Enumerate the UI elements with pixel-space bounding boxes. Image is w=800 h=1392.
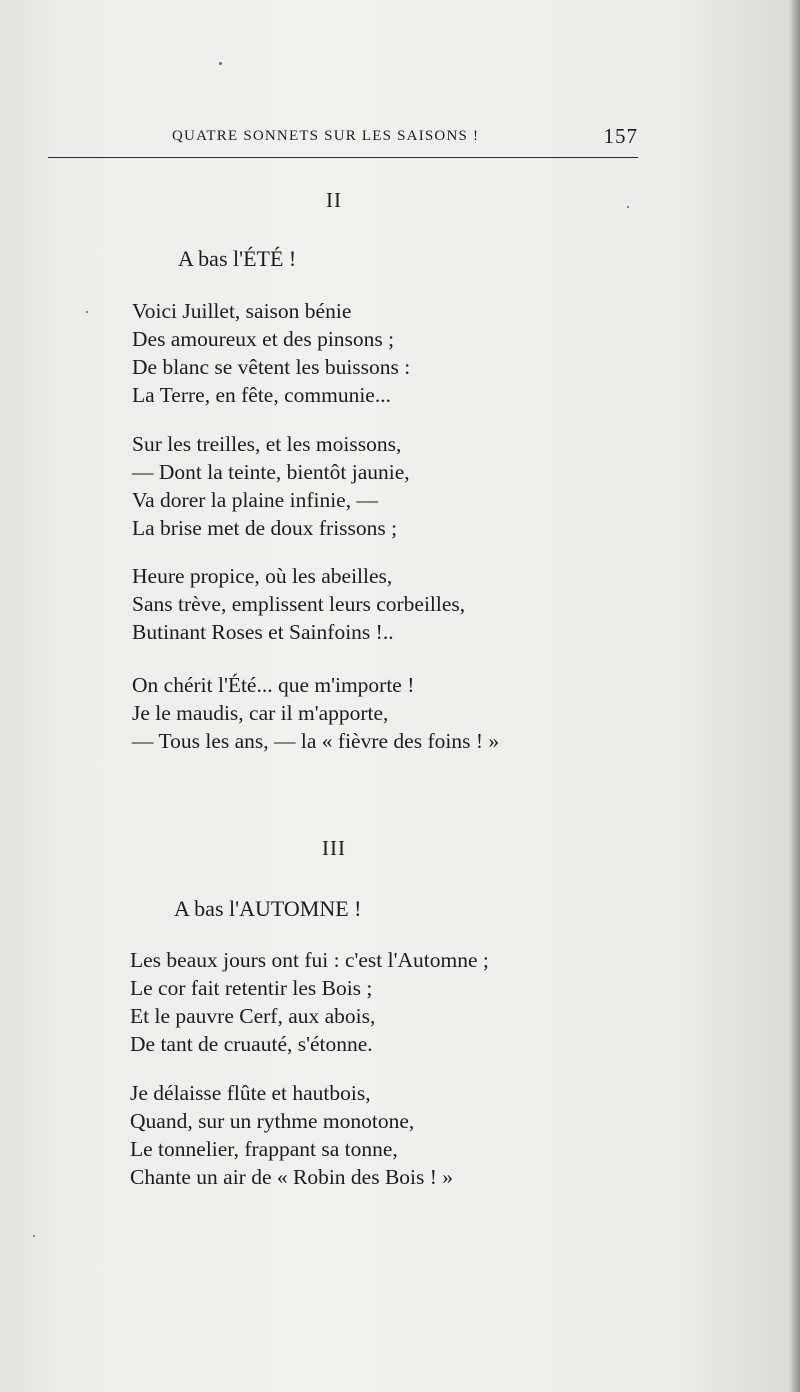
sonnet-3-stanza-2 (130, 1079, 453, 1191)
sonnet-3-stanza-1 (130, 946, 489, 1058)
verse-line: Je délaisse flûte et hautbois, (130, 1081, 371, 1105)
verse-line: — Tous les ans, — la « fièvre des foins ! » (132, 729, 500, 753)
verse-line: Heure propice, où les abeilles, (132, 564, 393, 588)
verse-line: Je le maudis, car il m'apporte, (132, 701, 389, 725)
header-rule (48, 157, 638, 158)
verse-line: — Dont la teinte, bientôt jaunie, (132, 460, 410, 484)
sonnet-2-stanza-4 (132, 671, 499, 755)
sonnet-2-stanza-2 (132, 430, 410, 542)
running-head (48, 124, 638, 158)
verse-line: Les beaux jours ont fui : c'est l'Automne ; (130, 948, 489, 972)
verse-line: De blanc se vêtent les buissons : (132, 355, 411, 379)
sonnet-3-title: A bas l'AUTOMNE ! (174, 896, 362, 921)
verse-line: Chante un air de « Robin des Bois ! » (130, 1165, 454, 1189)
sonnet-2-title: A bas l'ÉTÉ ! (178, 246, 297, 271)
verse-line: Le tonnelier, frappant sa tonne, (130, 1137, 398, 1161)
sonnet-2-stanza-1 (132, 297, 410, 409)
verse-line: Le cor fait retentir les Bois ; (130, 976, 373, 1000)
running-head-title: QUATRE SONNETS SUR LES SAISONS ! (172, 128, 480, 144)
verse-line: Sans trève, emplissent leurs corbeilles, (132, 592, 466, 616)
print-speck (33, 1235, 35, 1237)
verse-line: Des amoureux et des pinsons ; (132, 327, 395, 351)
verse-line: Va dorer la plaine infinie, — (132, 488, 378, 512)
verse-line: De tant de cruauté, s'étonne. (130, 1032, 373, 1056)
sonnet-2-stanza-3 (132, 562, 465, 646)
sonnet-3-numeral: III (322, 836, 346, 860)
page-edge (790, 0, 800, 1392)
verse-line: Voici Juillet, saison bénie (132, 299, 352, 323)
print-speck (219, 62, 222, 65)
verse-line: On chérit l'Été... que m'importe ! (132, 673, 415, 697)
verse-line: Butinant Roses et Sainfoins !.. (132, 620, 394, 644)
print-speck (86, 311, 88, 313)
print-speck (627, 206, 629, 208)
verse-line: Et le pauvre Cerf, aux abois, (130, 1004, 376, 1028)
verse-line: La Terre, en fête, communie... (132, 383, 391, 407)
verse-line: Quand, sur un rythme monotone, (130, 1109, 415, 1133)
page-number: 157 (603, 124, 638, 148)
verse-line: Sur les treilles, et les moissons, (132, 432, 402, 456)
sonnet-2-numeral: II (326, 188, 342, 212)
verse-line: La brise met de doux frissons ; (132, 516, 398, 540)
